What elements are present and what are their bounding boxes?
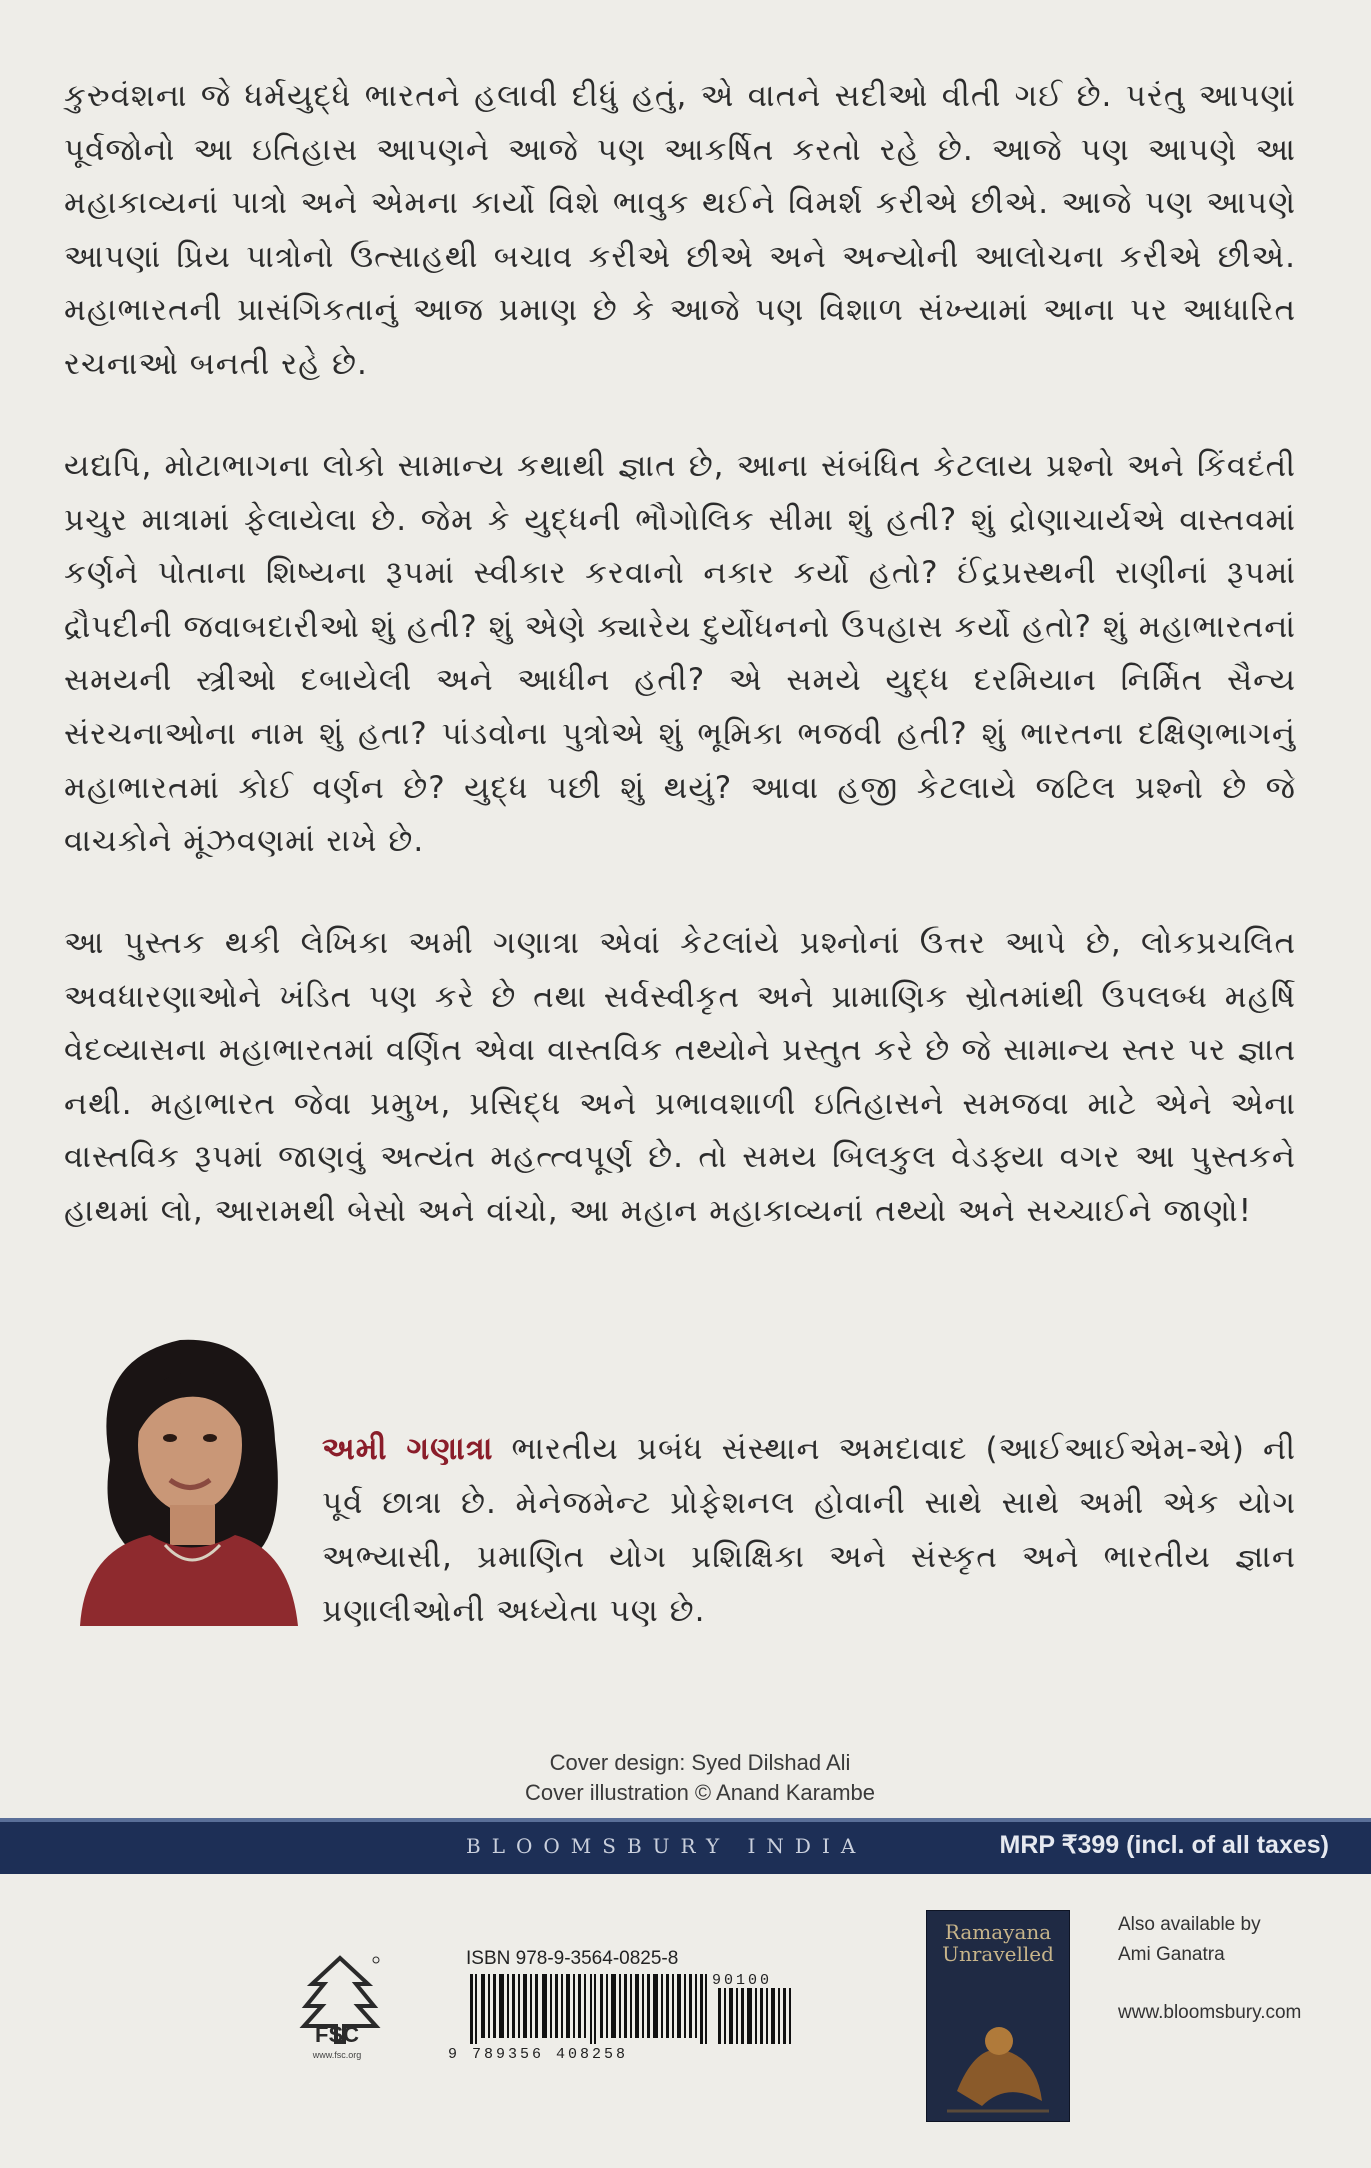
related-book-title: Ramayana Unravelled — [942, 1920, 1054, 1966]
barcode-digits: 9 789356 408258 — [448, 2046, 629, 2063]
also-available — [1118, 1910, 1318, 1970]
publisher-name: BLOOMSBURY INDIA — [466, 1834, 867, 1858]
blurb-paragraph-3 — [64, 917, 1296, 1239]
barcode-supplement-digits: 90100 — [712, 1972, 773, 1989]
blurb-text-2: યદ્યપિ, મોટાભાગના લોકો સામાન્ય કથાથી જ્ઞાત છે, આના સંબંધિત કેટલાય પ્રશ્નો અને કિંવદંતી પ્રચુર માત્રામાં ફેલાયેલા છે. જેમ કે યુદ્ધની ભૌગોલિક સીમા શું હતી? શું દ્રોણાચાર્યએ વાસ્તવમાં કર્ણને પોતાના શિષ્યના રૂપમાં સ્વીકાર કરવાનો નકાર કર્યો હતો? ઈંદ્રપ્રસ્થની રાણીનાં રૂપમાં દ્રૌપદીની જવાબદારીઓ શું હતી? શું એણે ક્યારેય દુર્યોધનનો ઉપહાસ કર્યો હતો? શું મહાભારતનાં સમયની સ્ત્રીઓ દબાયેલી અને આધીન હતી? એ સમયે યુદ્ધ દરમિયાન નિર્મિત સૈન્ય સંરચનાઓના નામ શું હતા? પાંડવોના પુત્રોએ શું ભૂમિકા ભજવી હતી? શું ભારતના દક્ષિણભાગનું મહાભારતમાં કોઈ વર્ણન છે? યુદ્ધ પછી શું થયું? આવા હજી કેટલાયે જટિલ પ્રશ્નો છે જે વાચકોને મૂંઝવણમાં રાખે છે. — [64, 448, 1296, 860]
isbn-number: ISBN 978-9-3564-0825-8 — [466, 1948, 679, 1969]
also-available-author: Ami Ganatra — [1118, 1944, 1225, 1965]
blurb-paragraph-2 — [64, 440, 1296, 869]
cover-illustration-credit: Cover illustration © Anand Karambe — [524, 1780, 876, 1805]
publisher-website: www.bloomsbury.com — [1118, 2002, 1302, 2023]
blurb-text-1: કુરુવંશના જે ધર્મયુદ્ધે ભારતને હલાવી દીધું હતું, એ વાતને સદીઓ વીતી ગઈ છે. પરંતુ આપણાં પૂર્વજોનો આ ઇતિહાસ આપણને આજે પણ આકર્ષિત કરતો રહે છે. આજે પણ આપણે આ મહાકાવ્યનાં પાત્રો અને એમના કાર્યો વિશે ભાવુક થઈને વિમર્શ કરીએ છીએ. આજે પણ આપણે આપણાં પ્રિય પાત્રોનો ઉત્સાહથી બચાવ કરીએ છીએ અને અન્યોની આલોચના કરીએ છીએ. મહાભારતની પ્રાસંગિકતાનું આજ પ્રમાણ છે કે આજે પણ વિશાળ સંખ્યામાં આના પર આધારિત રચનાઓ બનતી રહે છે. — [64, 78, 1296, 382]
also-available-heading: Also available by — [1118, 1914, 1261, 1935]
cover-credits — [420, 1748, 980, 1808]
cover-design-credit: Cover design: Syed Dilshad Ali — [549, 1750, 851, 1775]
blurb-paragraph-1 — [64, 70, 1296, 392]
author-photo — [70, 1320, 298, 1626]
price-label: MRP ₹399 (incl. of all taxes) — [999, 1831, 1329, 1859]
author-bio — [322, 1422, 1296, 1638]
blurb-text-3: આ પુસ્તક થકી લેખિકા અમી ગણાત્રા એવાં કેટલાંયે પ્રશ્નોનાં ઉત્તર આપે છે, લોકપ્રચલિત અવધારણાઓને ખંડિત પણ કરે છે તથા સર્વસ્વીકૃત અને પ્રામાણિક સ્રોતમાંથી ઉપલબ્ધ મહર્ષિ વેદવ્યાસના મહાભારતમાં વર્ણિત એવા વાસ્તવિક તથ્યોને પ્રસ્તુત કરે છે જે સામાન્ય સ્તર પર જ્ઞાત નથી. મહાભારત જેવા પ્રમુખ, પ્રસિદ્ધ અને પ્રભાવશાળી ઇતિહાસને સમજવા માટે એને એના વાસ્તવિક રૂપમાં જાણવું અત્યંત મહત્ત્વપૂર્ણ છે. તો સમય બિલકુલ વેડફ્યા વગર આ પુસ્તકને હાથમાં લો, આરામથી બેસો અને વાંચો, આ મહાન મહાકાવ્યનાં તથ્યો અને સચ્ચાઈને જાણો! — [64, 925, 1296, 1229]
related-book-cover — [926, 1910, 1070, 2122]
author-name: અમી ગણાત્રા — [322, 1431, 494, 1467]
fsc-label: FSC — [315, 2022, 359, 2047]
author-bio-text: ભારતીય પ્રબંધ સંસ્થાન અમદાવાદ (આઈઆઈએમ-એ) ની પૂર્વ છાત્રા છે. મેનેજમેન્ટ પ્રોફેશનલ હોવાની સાથે સાથે અમી એક યોગ અભ્યાસી, પ્રમાણિત યોગ પ્રશિક્ષિકા અને સંસ્કૃત અને ભારતીય જ્ઞાન પ્રણાલીઓની અધ્યેતા પણ છે. — [322, 1431, 1297, 1629]
fsc-url: www.fsc.org — [312, 2050, 362, 2060]
book-cover-illustration — [927, 2001, 1069, 2121]
